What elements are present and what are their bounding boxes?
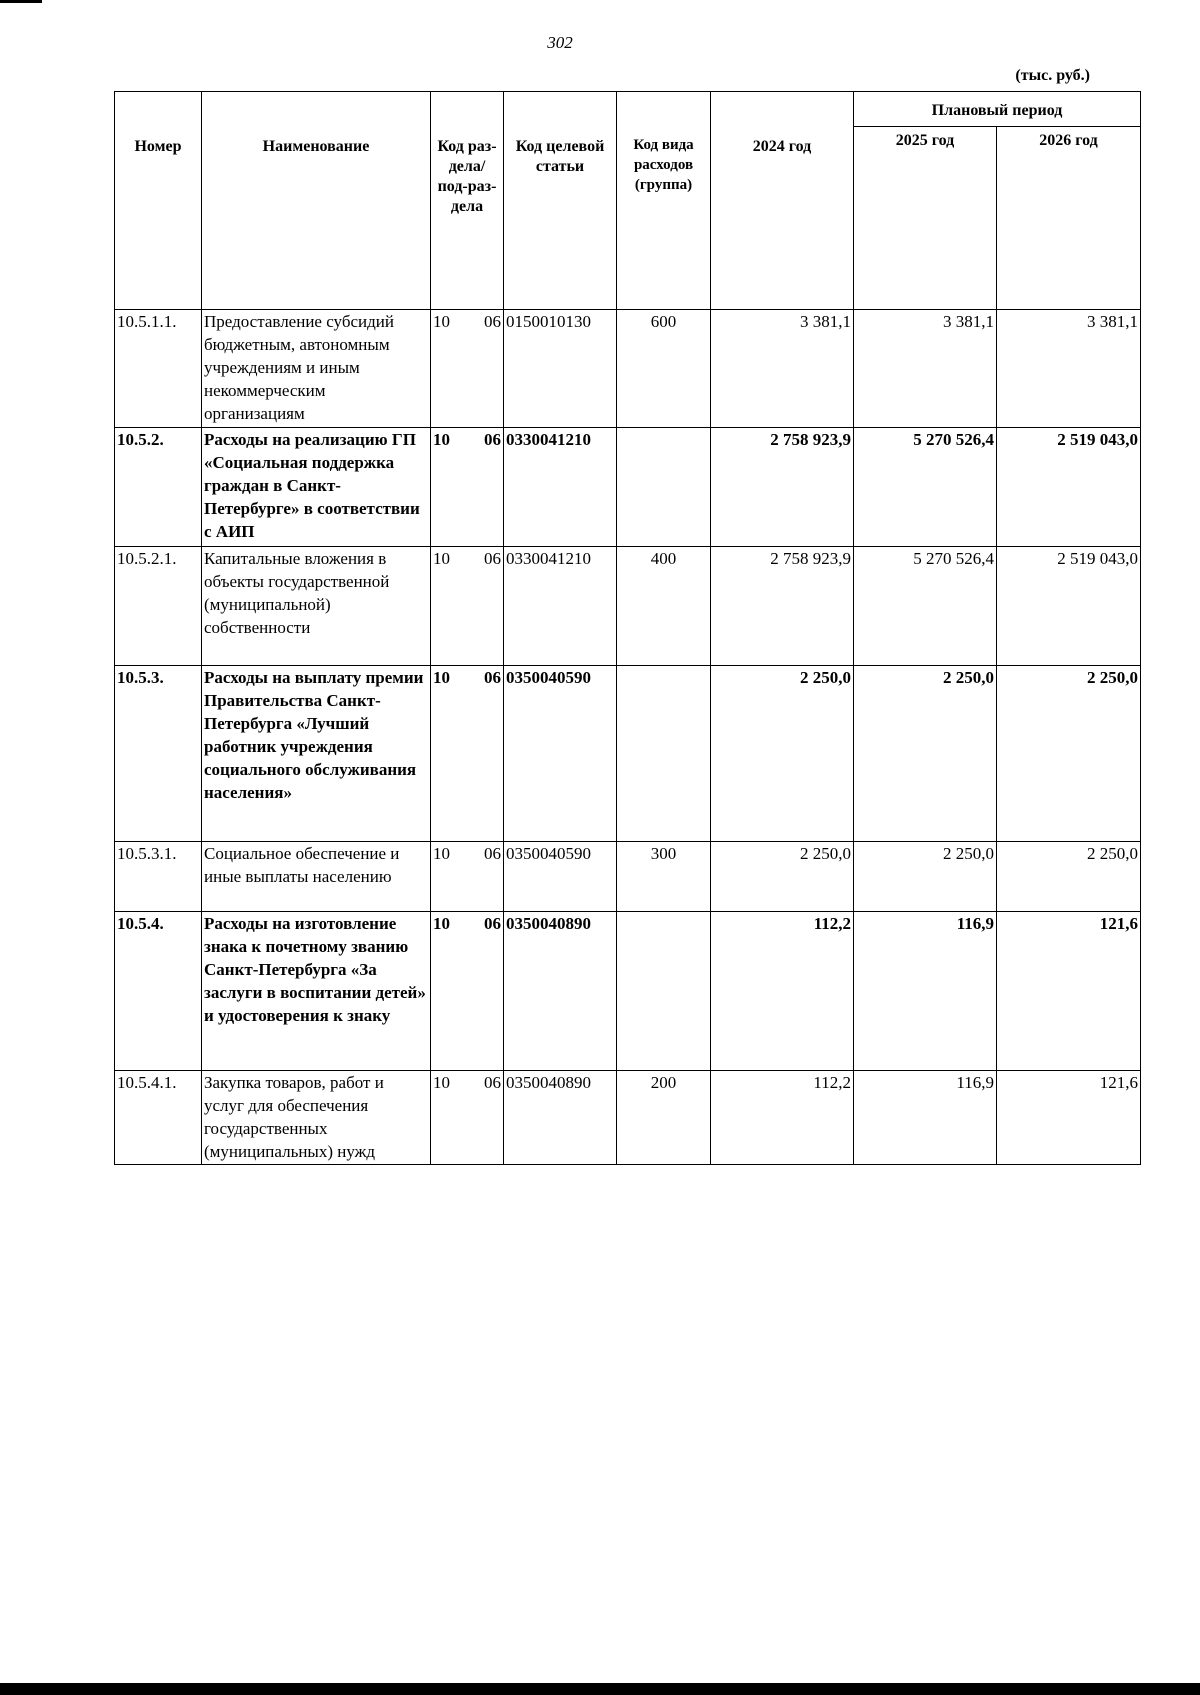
subsection-code: 06 — [484, 914, 501, 933]
section-code: 10 — [433, 844, 450, 863]
header-number: Номер — [115, 92, 202, 310]
table-row — [115, 547, 1141, 666]
row-section-code — [431, 842, 504, 912]
row-section-code — [431, 428, 504, 547]
table-row — [115, 842, 1141, 912]
row-section-code — [431, 1071, 504, 1165]
row-number: 10.5.4. — [115, 912, 202, 1071]
row-name: Расходы на выплату премии Правительства Санкт-Петербурга «Лучший работник учреждения социального обслуживания населения» — [202, 666, 431, 842]
row-amount-2024: 2 250,0 — [711, 842, 854, 912]
subsection-code: 06 — [484, 549, 501, 568]
header-year-current: 2024 год — [711, 92, 854, 310]
row-name: Закупка товаров, работ и услуг для обеспечения государственных (муниципальных) нужд — [202, 1071, 431, 1165]
section-code: 10 — [433, 430, 450, 449]
header-kind: Код вида расходов (группа) — [617, 92, 711, 310]
row-amount-2026: 2 519 043,0 — [997, 428, 1141, 547]
row-amount-2026: 2 250,0 — [997, 842, 1141, 912]
section-code: 10 — [433, 1073, 450, 1092]
row-amount-2025: 3 381,1 — [854, 310, 997, 428]
row-amount-2024: 112,2 — [711, 1071, 854, 1165]
row-section-code — [431, 310, 504, 428]
subsection-code: 06 — [484, 430, 501, 449]
subsection-code: 06 — [484, 312, 501, 331]
row-target-code: 0350040590 — [504, 666, 617, 842]
header-target: Код целевой статьи — [504, 92, 617, 310]
row-amount-2025: 5 270 526,4 — [854, 547, 997, 666]
row-number: 10.5.2.1. — [115, 547, 202, 666]
row-name: Расходы на изготовление знака к почетному званию Санкт-Петербурга «За заслуги в воспитании детей» и удостоверения к знаку — [202, 912, 431, 1071]
row-expense-kind: 200 — [617, 1071, 711, 1165]
header-year-after: 2026 год — [997, 127, 1141, 310]
row-expense-kind — [617, 912, 711, 1071]
section-code: 10 — [433, 914, 450, 933]
row-amount-2024: 2 758 923,9 — [711, 428, 854, 547]
row-amount-2025: 2 250,0 — [854, 842, 997, 912]
row-amount-2026: 2 519 043,0 — [997, 547, 1141, 666]
row-section-code — [431, 912, 504, 1071]
table-row — [115, 1071, 1141, 1165]
table-body — [115, 310, 1141, 1165]
section-code: 10 — [433, 312, 450, 331]
row-expense-kind — [617, 666, 711, 842]
subsection-code: 06 — [484, 1073, 501, 1092]
table-row — [115, 310, 1141, 428]
row-target-code: 0350040590 — [504, 842, 617, 912]
row-amount-2025: 116,9 — [854, 1071, 997, 1165]
header-planned-period: Плановый период — [854, 92, 1141, 127]
row-number: 10.5.2. — [115, 428, 202, 547]
section-code: 10 — [433, 549, 450, 568]
row-amount-2024: 2 758 923,9 — [711, 547, 854, 666]
scan-bottom-edge — [0, 1683, 1200, 1695]
row-name: Предоставление субсидий бюджетным, автономным учреждениям и иным некоммерческим организациям — [202, 310, 431, 428]
subsection-code: 06 — [484, 668, 501, 687]
row-number: 10.5.3. — [115, 666, 202, 842]
row-expense-kind: 400 — [617, 547, 711, 666]
page-number: 302 — [547, 33, 573, 52]
row-target-code: 0350040890 — [504, 1071, 617, 1165]
row-target-code: 0330041210 — [504, 428, 617, 547]
header-name: Наименование — [202, 92, 431, 310]
row-section-code — [431, 666, 504, 842]
header-year-next: 2025 год — [854, 127, 997, 310]
row-amount-2025: 116,9 — [854, 912, 997, 1071]
row-target-code: 0150010130 — [504, 310, 617, 428]
row-amount-2026: 3 381,1 — [997, 310, 1141, 428]
row-expense-kind: 300 — [617, 842, 711, 912]
budget-table — [114, 91, 1141, 1165]
row-amount-2024: 3 381,1 — [711, 310, 854, 428]
scan-edge-line — [0, 0, 42, 3]
row-expense-kind: 600 — [617, 310, 711, 428]
units-label: (тыс. руб.) — [1015, 67, 1090, 84]
row-name: Расходы на реализацию ГП «Социальная поддержка граждан в Санкт-Петербурге» в соответствии с АИП — [202, 428, 431, 547]
row-target-code: 0350040890 — [504, 912, 617, 1071]
subsection-code: 06 — [484, 844, 501, 863]
row-section-code — [431, 547, 504, 666]
row-amount-2025: 2 250,0 — [854, 666, 997, 842]
row-number: 10.5.1.1. — [115, 310, 202, 428]
table-row — [115, 912, 1141, 1071]
row-name: Капитальные вложения в объекты государственной (муниципальной) собственности — [202, 547, 431, 666]
row-amount-2026: 121,6 — [997, 912, 1141, 1071]
table-row — [115, 666, 1141, 842]
row-amount-2026: 121,6 — [997, 1071, 1141, 1165]
row-name: Социальное обеспечение и иные выплаты населению — [202, 842, 431, 912]
table-header — [115, 92, 1141, 310]
row-amount-2025: 5 270 526,4 — [854, 428, 997, 547]
table-row — [115, 428, 1141, 547]
row-amount-2026: 2 250,0 — [997, 666, 1141, 842]
row-target-code: 0330041210 — [504, 547, 617, 666]
header-section: Код раз-дела/ под-раз-дела — [431, 92, 504, 310]
row-amount-2024: 2 250,0 — [711, 666, 854, 842]
row-number: 10.5.3.1. — [115, 842, 202, 912]
section-code: 10 — [433, 668, 450, 687]
row-number: 10.5.4.1. — [115, 1071, 202, 1165]
row-amount-2024: 112,2 — [711, 912, 854, 1071]
row-expense-kind — [617, 428, 711, 547]
